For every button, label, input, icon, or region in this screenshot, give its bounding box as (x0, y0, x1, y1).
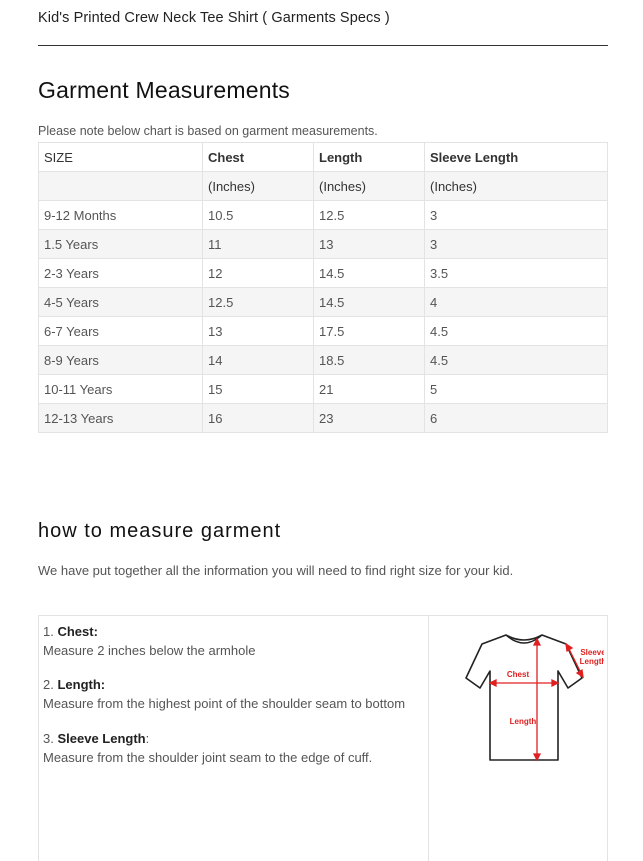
chest-cell: 13 (203, 317, 314, 346)
table-row (39, 201, 608, 230)
table-row (39, 288, 608, 317)
sleeve-cell: 4.5 (425, 317, 608, 346)
item-description: Measure 2 inches below the armhole (43, 643, 256, 658)
size-cell: 1.5 Years (39, 230, 203, 259)
sleeve-cell: 3 (425, 230, 608, 259)
guide-divider (428, 616, 429, 861)
sleeve-cell: 5 (425, 375, 608, 404)
table-row (39, 375, 608, 404)
column-header-length: Length (314, 143, 425, 172)
item-description: Measure from the highest point of the shoulder seam to bottom (43, 696, 406, 711)
length-cell: 14.5 (314, 259, 425, 288)
length-cell: 13 (314, 230, 425, 259)
item-label: Sleeve Length (57, 731, 146, 746)
item-label-suffix: : (145, 731, 150, 746)
sleeve-cell: 4 (425, 288, 608, 317)
size-cell: 9-12 Months (39, 201, 203, 230)
header-divider (38, 45, 608, 46)
units-cell-size (39, 172, 203, 201)
chest-instruction (43, 622, 255, 660)
chest-cell: 14 (203, 346, 314, 375)
size-cell: 4-5 Years (39, 288, 203, 317)
size-cell: 6-7 Years (39, 317, 203, 346)
chest-cell: 15 (203, 375, 314, 404)
sleeve-length-instruction (43, 729, 372, 767)
size-chart-table (38, 142, 608, 433)
column-header-size: SIZE (39, 143, 203, 172)
length-instruction (43, 675, 405, 713)
chest-cell: 16 (203, 404, 314, 433)
sleeve-label-line2: Length (579, 657, 604, 666)
item-label: Chest: (57, 624, 98, 639)
item-number: 2. (43, 677, 58, 692)
how-to-measure-intro: We have put together all the information you will need to find right size for your kid. (38, 563, 514, 578)
sleeve-cell: 4.5 (425, 346, 608, 375)
item-number: 3. (43, 731, 58, 746)
table-row (39, 346, 608, 375)
table-row (39, 230, 608, 259)
table-header-row (39, 143, 608, 172)
size-cell: 8-9 Years (39, 346, 203, 375)
units-cell-length: (Inches) (314, 172, 425, 201)
table-row (39, 259, 608, 288)
column-header-sleeve-length: Sleeve Length (425, 143, 608, 172)
item-number: 1. (43, 624, 58, 639)
chest-cell: 12.5 (203, 288, 314, 317)
how-to-measure-title: how to measure garment (38, 520, 282, 542)
length-cell: 23 (314, 404, 425, 433)
tshirt-outline-icon (466, 635, 582, 760)
length-cell: 17.5 (314, 317, 425, 346)
chest-cell: 11 (203, 230, 314, 259)
tshirt-diagram (454, 631, 604, 766)
measurement-guide-box (38, 615, 608, 861)
sleeve-cell: 6 (425, 404, 608, 433)
item-description: Measure from the shoulder joint seam to the edge of cuff. (43, 750, 373, 765)
column-header-chest: Chest (203, 143, 314, 172)
size-cell: 10-11 Years (39, 375, 203, 404)
item-label: Length: (57, 677, 106, 692)
table-row (39, 317, 608, 346)
length-cell: 14.5 (314, 288, 425, 317)
length-cell: 12.5 (314, 201, 425, 230)
length-cell: 21 (314, 375, 425, 404)
table-row (39, 404, 608, 433)
table-units-row (39, 172, 608, 201)
units-cell-sleeve: (Inches) (425, 172, 608, 201)
sleeve-cell: 3.5 (425, 259, 608, 288)
size-cell: 2-3 Years (39, 259, 203, 288)
chest-label: Chest (506, 670, 530, 679)
garment-measurements-title: Garment Measurements (38, 77, 290, 103)
chest-cell: 10.5 (203, 201, 314, 230)
sleeve-cell: 3 (425, 201, 608, 230)
length-label: Length (509, 717, 537, 726)
size-cell: 12-13 Years (39, 404, 203, 433)
sleeve-label-line1: Sleeve (580, 648, 604, 657)
chart-note: Please note below chart is based on garment measurements. (38, 124, 378, 138)
length-cell: 18.5 (314, 346, 425, 375)
units-cell-chest: (Inches) (203, 172, 314, 201)
tshirt-diagram-svg (454, 631, 604, 766)
chest-cell: 12 (203, 259, 314, 288)
page-header-title: Kid's Printed Crew Neck Tee Shirt ( Garments Specs ) (38, 10, 390, 26)
